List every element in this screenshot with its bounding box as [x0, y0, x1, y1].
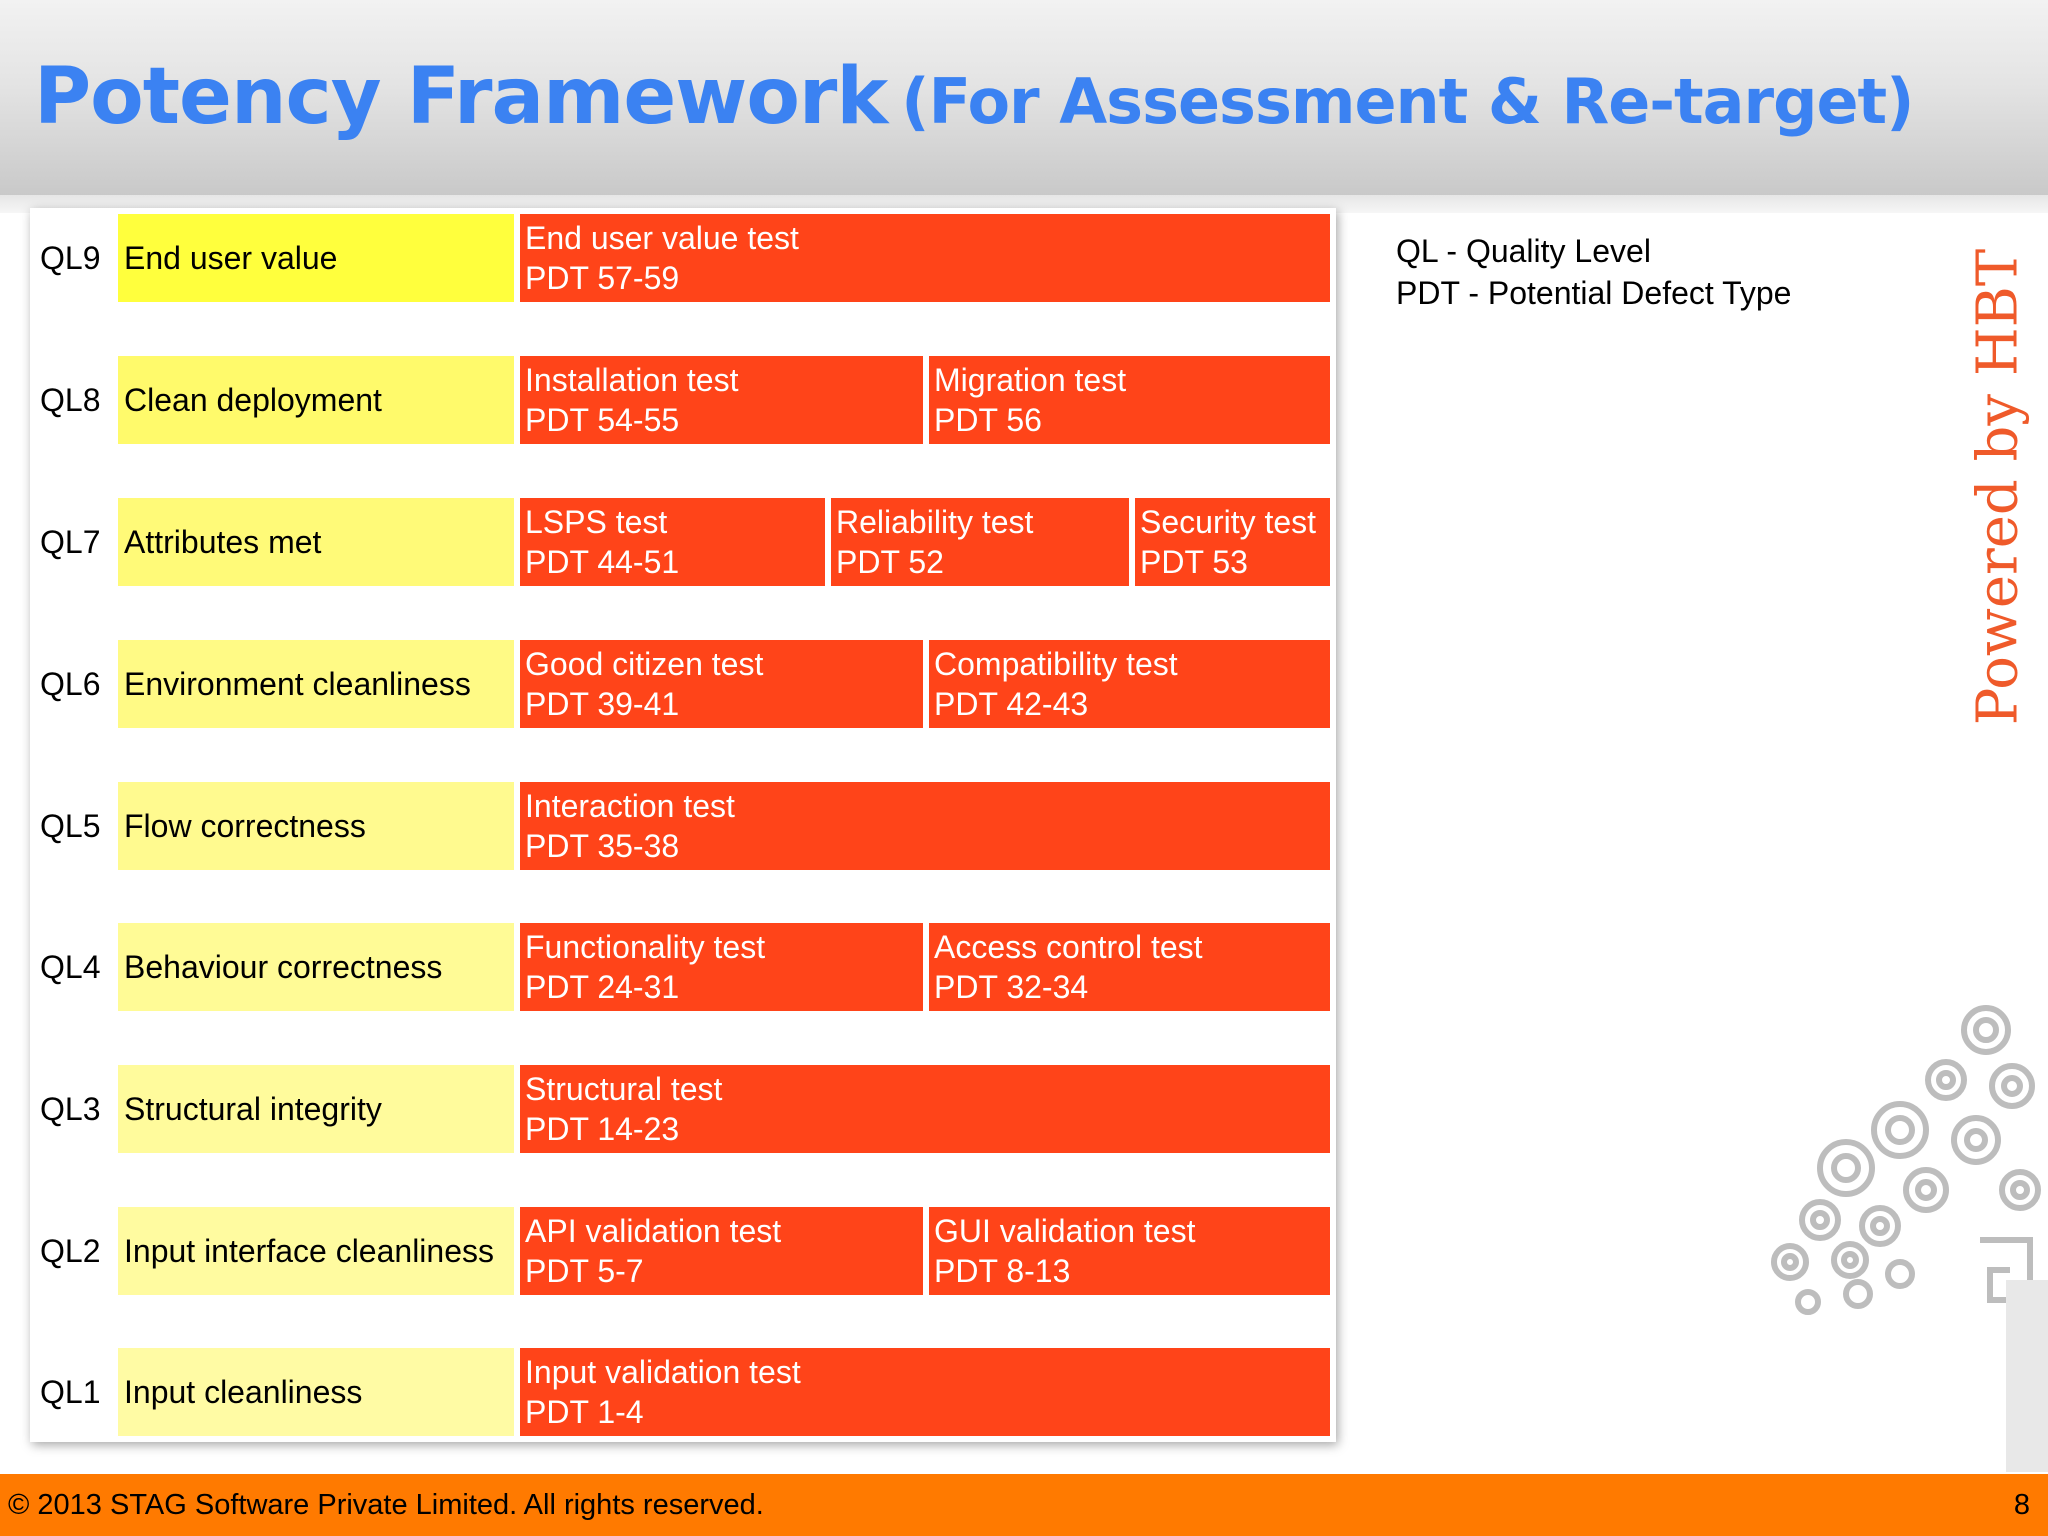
framework-row: [30, 498, 1336, 586]
framework-row: [30, 356, 1336, 444]
test-name: Reliability test: [836, 504, 1034, 540]
framework-row: [30, 782, 1336, 870]
test-name: Migration test: [934, 362, 1127, 398]
quality-level-label: Structural integrity: [118, 1065, 514, 1153]
quality-level-label: Input interface cleanliness: [118, 1207, 514, 1295]
quality-level-id: QL7: [40, 524, 101, 560]
test-cell: [1135, 498, 1330, 586]
test-name: GUI validation test: [934, 1213, 1196, 1249]
test-name: Access control test: [934, 929, 1203, 965]
pdt-range: PDT 14-23: [525, 1111, 680, 1147]
test-name: LSPS test: [525, 504, 668, 540]
test-name: Structural test: [525, 1071, 723, 1107]
test-cell: [520, 498, 825, 586]
pdt-range: PDT 56: [934, 402, 1042, 438]
pdt-range: PDT 42-43: [934, 686, 1089, 722]
pdt-range: PDT 53: [1140, 544, 1248, 580]
quality-level-id: QL5: [40, 808, 101, 844]
quality-level-label: Behaviour correctness: [118, 923, 514, 1011]
legend: [1396, 230, 1791, 314]
quality-level-label: End user value: [118, 214, 514, 302]
pdt-range: PDT 52: [836, 544, 944, 580]
test-cell: [520, 1065, 1330, 1153]
framework-row: [30, 640, 1336, 728]
pdt-range: PDT 39-41: [525, 686, 680, 722]
pdt-range: PDT 44-51: [525, 544, 680, 580]
test-cell: [929, 640, 1330, 728]
pdt-range: PDT 54-55: [525, 402, 680, 438]
quality-level-id: QL3: [40, 1091, 101, 1127]
quality-level-label: Environment cleanliness: [118, 640, 514, 728]
test-cell: [520, 1207, 923, 1295]
test-cell: [520, 214, 1330, 302]
test-cell: [929, 1207, 1330, 1295]
test-cell: [520, 923, 923, 1011]
quality-level-label: Clean deployment: [118, 356, 514, 444]
quality-level-id: QL2: [40, 1233, 101, 1269]
quality-level-id: QL9: [40, 240, 101, 276]
pdt-range: PDT 1-4: [525, 1394, 644, 1430]
test-cell: [929, 356, 1330, 444]
title-sub: (For Assessment & Re-target): [901, 65, 1914, 138]
test-cell: [929, 923, 1330, 1011]
test-cell: [831, 498, 1129, 586]
framework-row: [30, 1207, 1336, 1295]
pdt-range: PDT 35-38: [525, 828, 680, 864]
legend-ql: QL - Quality Level: [1396, 233, 1651, 269]
test-name: Functionality test: [525, 929, 766, 965]
framework-row: [30, 214, 1336, 302]
tree-trunk: [2006, 1280, 2048, 1472]
powered-by-hbt: [1965, 232, 2031, 742]
test-name: Security test: [1140, 504, 1317, 540]
test-cell: [520, 640, 923, 728]
page-number: 8: [2013, 1489, 2030, 1521]
framework-row: [30, 1348, 1336, 1436]
slide-footer: [0, 1474, 2048, 1536]
pdt-range: PDT 5-7: [525, 1253, 644, 1289]
quality-level-label: Flow correctness: [118, 782, 514, 870]
framework-row: [30, 1065, 1336, 1153]
potency-framework-table: [30, 208, 1336, 1442]
quality-level-label: Attributes met: [118, 498, 514, 586]
powered-by-text: Powered by HBT: [1965, 248, 2031, 726]
test-cell: [520, 356, 923, 444]
quality-level-id: QL6: [40, 666, 101, 702]
slide-title: [34, 52, 1914, 142]
test-cell: [520, 782, 1330, 870]
test-cell: [520, 1348, 1330, 1436]
test-name: Installation test: [525, 362, 739, 398]
test-name: Interaction test: [525, 788, 735, 824]
pdt-range: PDT 57-59: [525, 260, 680, 296]
title-main: Potency Framework: [34, 52, 888, 142]
pdt-range: PDT 24-31: [525, 969, 680, 1005]
pdt-range: PDT 8-13: [934, 1253, 1071, 1289]
test-name: Input validation test: [525, 1354, 801, 1390]
test-name: Good citizen test: [525, 646, 764, 682]
quality-level-id: QL1: [40, 1374, 101, 1410]
quality-level-label: Input cleanliness: [118, 1348, 514, 1436]
pdt-range: PDT 32-34: [934, 969, 1089, 1005]
test-name: End user value test: [525, 220, 799, 256]
legend-pdt: PDT - Potential Defect Type: [1396, 275, 1792, 311]
test-name: Compatibility test: [934, 646, 1178, 682]
quality-level-id: QL8: [40, 382, 101, 418]
copyright-text: © 2013 STAG Software Private Limited. All rights reserved.: [8, 1489, 764, 1521]
swirl-tree-logo: [1750, 990, 2048, 1390]
framework-row: [30, 923, 1336, 1011]
test-name: API validation test: [525, 1213, 782, 1249]
quality-level-id: QL4: [40, 949, 101, 985]
